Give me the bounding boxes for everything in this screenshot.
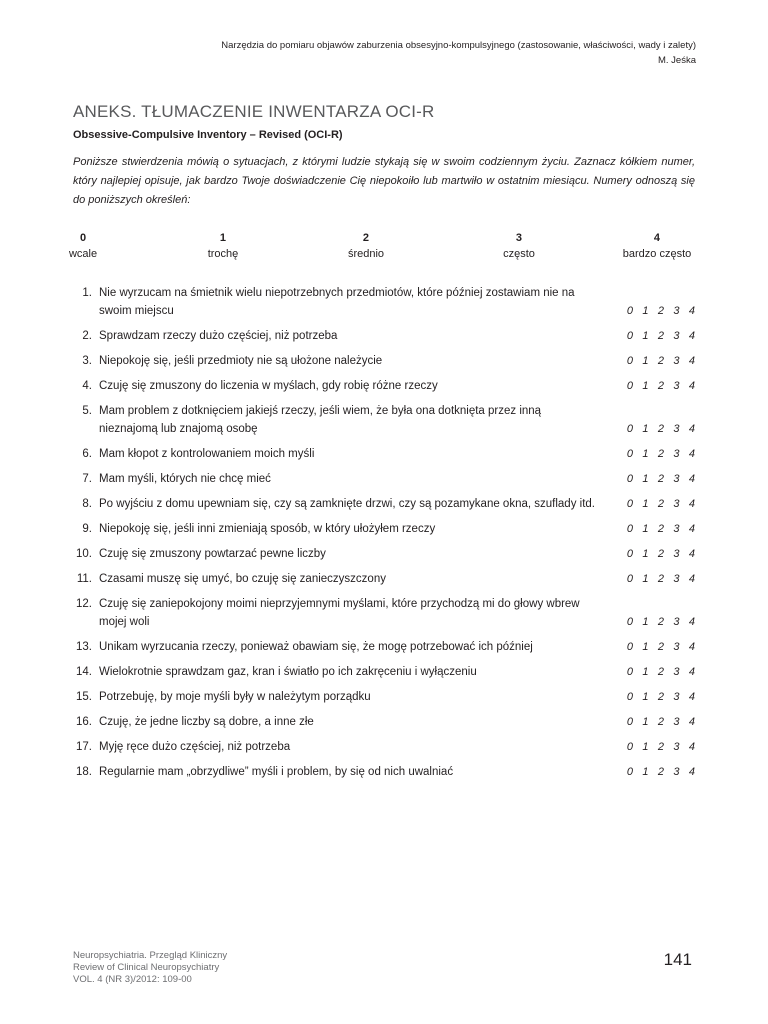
footer-journal-en: Review of Clinical Neuropsychiatry xyxy=(73,962,220,973)
score-option[interactable]: 3 xyxy=(673,355,680,367)
item-text: Czuję się zmuszony powtarzać pewne liczby xyxy=(99,548,326,560)
item-text: Mam kłopot z kontrolowaniem moich myśli xyxy=(99,448,315,460)
score-option[interactable]: 1 xyxy=(642,616,649,628)
score-option[interactable]: 1 xyxy=(642,473,649,485)
score-option[interactable]: 3 xyxy=(673,716,680,728)
item-score-options[interactable] xyxy=(627,445,695,463)
score-option[interactable]: 1 xyxy=(642,573,649,585)
score-option[interactable]: 4 xyxy=(688,498,695,510)
item-number: 4. xyxy=(82,380,92,392)
questionnaire-item xyxy=(68,520,695,545)
score-option[interactable]: 4 xyxy=(688,523,695,535)
score-option[interactable]: 4 xyxy=(688,741,695,753)
score-option[interactable]: 1 xyxy=(642,448,649,460)
score-option[interactable]: 3 xyxy=(673,380,680,392)
running-header-title: Narzędzia do pomiaru objawów zaburzenia obsesyjno-kompulsyjnego (zastosowanie, właściwości, wady i zalety) xyxy=(221,40,696,51)
score-option[interactable]: 4 xyxy=(688,473,695,485)
questionnaire-item xyxy=(68,284,695,327)
item-number: 14. xyxy=(76,666,92,678)
item-score-options[interactable] xyxy=(627,545,695,563)
scale-option xyxy=(208,230,239,262)
score-option[interactable]: 2 xyxy=(657,691,664,703)
score-option[interactable]: 2 xyxy=(657,355,664,367)
scale-number: 1 xyxy=(219,232,227,244)
item-score-options[interactable] xyxy=(627,495,695,513)
score-option[interactable]: 4 xyxy=(688,380,695,392)
score-option[interactable]: 0 xyxy=(626,616,633,628)
item-text: Myję ręce dużo częściej, niż potrzeba xyxy=(99,741,291,753)
score-option[interactable]: 1 xyxy=(642,498,649,510)
score-option[interactable]: 0 xyxy=(626,473,633,485)
score-option[interactable]: 3 xyxy=(673,766,680,778)
item-score-options[interactable] xyxy=(627,352,695,370)
score-option[interactable]: 3 xyxy=(673,330,680,342)
score-option[interactable]: 1 xyxy=(642,691,649,703)
score-option[interactable]: 0 xyxy=(626,641,633,653)
questionnaire-item xyxy=(68,445,695,470)
item-score-options[interactable] xyxy=(627,613,695,631)
score-option[interactable]: 4 xyxy=(688,423,695,435)
questionnaire-item xyxy=(68,638,695,663)
score-option[interactable]: 1 xyxy=(642,523,649,535)
item-text: Potrzebuję, by moje myśli były w należytym porządku xyxy=(99,691,371,703)
score-option[interactable]: 2 xyxy=(657,498,664,510)
score-option[interactable]: 0 xyxy=(626,498,633,510)
score-option[interactable]: 2 xyxy=(657,423,664,435)
scale-label: bardzo często xyxy=(622,248,692,260)
score-option[interactable]: 1 xyxy=(642,423,649,435)
score-option[interactable]: 1 xyxy=(642,716,649,728)
score-option[interactable]: 4 xyxy=(688,716,695,728)
item-number: 12. xyxy=(76,598,92,610)
questionnaire-item xyxy=(68,663,695,688)
score-option[interactable]: 0 xyxy=(626,573,633,585)
item-text: Sprawdzam rzeczy dużo częściej, niż potrzeba xyxy=(99,330,338,342)
score-option[interactable]: 4 xyxy=(688,691,695,703)
item-score-options[interactable] xyxy=(627,763,695,781)
item-number: 7. xyxy=(82,473,92,485)
score-option[interactable]: 0 xyxy=(626,666,633,678)
questionnaire-item xyxy=(68,470,695,495)
questionnaire-item xyxy=(68,402,695,445)
item-text: Po wyjściu z domu upewniam się, czy są zamknięte drzwi, czy są pozamykane okna, szuflady itd. xyxy=(99,498,595,510)
scale-option xyxy=(503,230,535,262)
item-number: 16. xyxy=(76,716,92,728)
item-number: 15. xyxy=(76,691,92,703)
questionnaire-item xyxy=(68,713,695,738)
intro-paragraph: Poniższe stwierdzenia mówią o sytuacjach, z którymi ludzie stykają się w swoim codziennym życiu. Zaznacz kółkiem numer, który najlepiej opisuje, jak bardzo Twoje doświadczenie Cię niepokoiło lub martwiło w ostatnim miesiącu. Numery odnoszą się do poniższych określeń: xyxy=(73,156,695,206)
item-text: Mam myśli, których nie chcę mieć xyxy=(99,473,271,485)
score-option[interactable]: 2 xyxy=(657,616,664,628)
questionnaire-item xyxy=(68,595,695,638)
scale-option xyxy=(69,230,97,262)
page-title: ANEKS. TŁUMACZENIE INWENTARZA OCI-R xyxy=(73,102,435,121)
score-option[interactable]: 3 xyxy=(673,573,680,585)
score-option[interactable]: 3 xyxy=(673,448,680,460)
item-score-options[interactable] xyxy=(627,420,695,438)
score-option[interactable]: 2 xyxy=(657,766,664,778)
item-score-options[interactable] xyxy=(627,713,695,731)
item-number: 9. xyxy=(82,523,92,535)
score-option[interactable]: 2 xyxy=(657,305,664,317)
scale-label: średnio xyxy=(347,248,385,260)
score-option[interactable]: 3 xyxy=(673,423,680,435)
score-option[interactable]: 4 xyxy=(688,616,695,628)
score-option[interactable]: 3 xyxy=(673,691,680,703)
score-option[interactable]: 2 xyxy=(657,741,664,753)
score-option[interactable]: 4 xyxy=(688,330,695,342)
item-score-options[interactable] xyxy=(627,377,695,395)
score-option[interactable]: 1 xyxy=(642,305,649,317)
score-option[interactable]: 2 xyxy=(657,641,664,653)
score-option[interactable]: 4 xyxy=(688,448,695,460)
item-list xyxy=(68,284,695,788)
item-number: 18. xyxy=(76,766,92,778)
score-option[interactable]: 4 xyxy=(688,305,695,317)
item-score-options[interactable] xyxy=(627,470,695,488)
item-text: Czuję się zaniepokojony moimi nieprzyjemnymi myślami, które przychodzą mi do głowy wbrew mojej woli xyxy=(99,598,580,628)
score-option[interactable]: 0 xyxy=(626,305,633,317)
item-number: 13. xyxy=(76,641,92,653)
item-text: Mam problem z dotknięciem jakiejś rzeczy, jeśli wiem, że była ona dotknięta przez inną nieznajomą lub znajomą osobę xyxy=(99,405,542,435)
item-number: 11. xyxy=(76,573,92,585)
item-score-options[interactable] xyxy=(627,738,695,756)
item-text: Nie wyrzucam na śmietnik wielu niepotrzebnych przedmiotów, które później zostawiam nie na swoim miejscu xyxy=(99,287,575,317)
page-subtitle: Obsessive-Compulsive Inventory – Revised (OCI-R) xyxy=(73,129,343,141)
score-option[interactable]: 3 xyxy=(673,473,680,485)
scale-number: 3 xyxy=(515,232,523,244)
questionnaire-item xyxy=(68,738,695,763)
score-option[interactable]: 1 xyxy=(642,548,649,560)
questionnaire-item xyxy=(68,377,695,402)
score-option[interactable]: 0 xyxy=(626,741,633,753)
questionnaire-item xyxy=(68,327,695,352)
score-option[interactable]: 1 xyxy=(642,666,649,678)
score-option[interactable]: 0 xyxy=(626,380,633,392)
score-option[interactable]: 2 xyxy=(657,716,664,728)
questionnaire-item xyxy=(68,545,695,570)
score-option[interactable]: 2 xyxy=(657,666,664,678)
item-score-options[interactable] xyxy=(627,570,695,588)
scale-label: trochę xyxy=(207,248,239,260)
score-option[interactable]: 0 xyxy=(626,330,633,342)
score-option[interactable]: 2 xyxy=(657,573,664,585)
item-score-options[interactable] xyxy=(627,688,695,706)
score-option[interactable]: 3 xyxy=(673,305,680,317)
item-score-options[interactable] xyxy=(627,327,695,345)
score-option[interactable]: 2 xyxy=(657,523,664,535)
running-header xyxy=(221,38,696,68)
score-option[interactable]: 3 xyxy=(673,741,680,753)
score-option[interactable]: 0 xyxy=(626,716,633,728)
item-number: 3. xyxy=(82,355,92,367)
score-option[interactable]: 2 xyxy=(657,448,664,460)
item-text: Czasami muszę się umyć, bo czuję się zanieczyszczony xyxy=(99,573,386,585)
score-option[interactable]: 2 xyxy=(657,380,664,392)
page-number: 141 xyxy=(663,950,692,969)
scale-label: często xyxy=(503,248,535,260)
questionnaire-item xyxy=(68,570,695,595)
score-option[interactable]: 1 xyxy=(642,766,649,778)
score-option[interactable]: 3 xyxy=(673,523,680,535)
score-option[interactable]: 2 xyxy=(657,473,664,485)
running-header-author: M. Jeśka xyxy=(657,55,696,66)
score-option[interactable]: 1 xyxy=(642,330,649,342)
item-score-options[interactable] xyxy=(627,302,695,320)
score-option[interactable]: 2 xyxy=(657,548,664,560)
item-number: 2. xyxy=(82,330,92,342)
item-text: Unikam wyrzucania rzeczy, ponieważ obawiam się, że mogę potrzebować ich później xyxy=(99,641,533,653)
questionnaire-item xyxy=(68,688,695,713)
score-option[interactable]: 3 xyxy=(673,548,680,560)
score-option[interactable]: 3 xyxy=(673,641,680,653)
score-option[interactable]: 0 xyxy=(626,523,633,535)
questionnaire-item xyxy=(68,763,695,788)
score-option[interactable]: 0 xyxy=(626,766,633,778)
score-option[interactable]: 0 xyxy=(626,423,633,435)
footer-journal-pl: Neuropsychiatria. Przegląd Kliniczny xyxy=(73,950,228,961)
score-option[interactable]: 4 xyxy=(688,766,695,778)
item-text: Czuję, że jedne liczby są dobre, a inne złe xyxy=(99,716,314,728)
footer-volume: VOL. 4 (NR 3)/2012: 109-00 xyxy=(73,974,192,985)
item-number: 5. xyxy=(82,405,92,417)
score-option[interactable]: 0 xyxy=(626,448,633,460)
score-option[interactable]: 4 xyxy=(688,641,695,653)
questionnaire-item xyxy=(68,352,695,377)
scale-number: 4 xyxy=(653,232,661,244)
item-text: Wielokrotnie sprawdzam gaz, kran i światło po ich zakręceniu i wyłączeniu xyxy=(99,666,477,678)
item-text: Niepokoję się, jeśli inni zmieniają sposób, w który ułożyłem rzeczy xyxy=(99,523,436,535)
score-option[interactable]: 3 xyxy=(673,498,680,510)
score-option[interactable]: 4 xyxy=(688,548,695,560)
score-option[interactable]: 3 xyxy=(673,616,680,628)
item-text: Czuję się zmuszony do liczenia w myślach, gdy robię różne rzeczy xyxy=(99,380,438,392)
score-option[interactable]: 4 xyxy=(688,666,695,678)
questionnaire-item xyxy=(68,495,695,520)
scale-option xyxy=(623,230,691,262)
item-text: Niepokoję się, jeśli przedmioty nie są ułożone należycie xyxy=(99,355,383,367)
score-option[interactable]: 4 xyxy=(688,573,695,585)
score-option[interactable]: 1 xyxy=(642,355,649,367)
score-option[interactable]: 0 xyxy=(626,548,633,560)
scale-number: 0 xyxy=(79,232,87,244)
item-number: 17. xyxy=(76,741,92,753)
score-option[interactable]: 3 xyxy=(673,666,680,678)
journal-footer xyxy=(73,950,227,986)
score-option[interactable]: 1 xyxy=(642,741,649,753)
score-option[interactable]: 0 xyxy=(626,691,633,703)
item-number: 6. xyxy=(82,448,92,460)
scale-number: 2 xyxy=(362,232,370,244)
score-option[interactable]: 4 xyxy=(688,355,695,367)
item-number: 1. xyxy=(82,287,92,299)
item-number: 8. xyxy=(82,498,92,510)
score-option[interactable]: 0 xyxy=(626,355,633,367)
score-option[interactable]: 2 xyxy=(657,330,664,342)
item-score-options[interactable] xyxy=(627,663,695,681)
score-option[interactable]: 1 xyxy=(642,641,649,653)
scale-label: wcale xyxy=(68,248,98,260)
item-text: Regularnie mam „obrzydliwe” myśli i problem, by się od nich uwalniać xyxy=(99,766,454,778)
item-score-options[interactable] xyxy=(627,638,695,656)
item-number: 10. xyxy=(76,548,92,560)
item-score-options[interactable] xyxy=(627,520,695,538)
scale-option xyxy=(348,230,384,262)
score-option[interactable]: 1 xyxy=(642,380,649,392)
